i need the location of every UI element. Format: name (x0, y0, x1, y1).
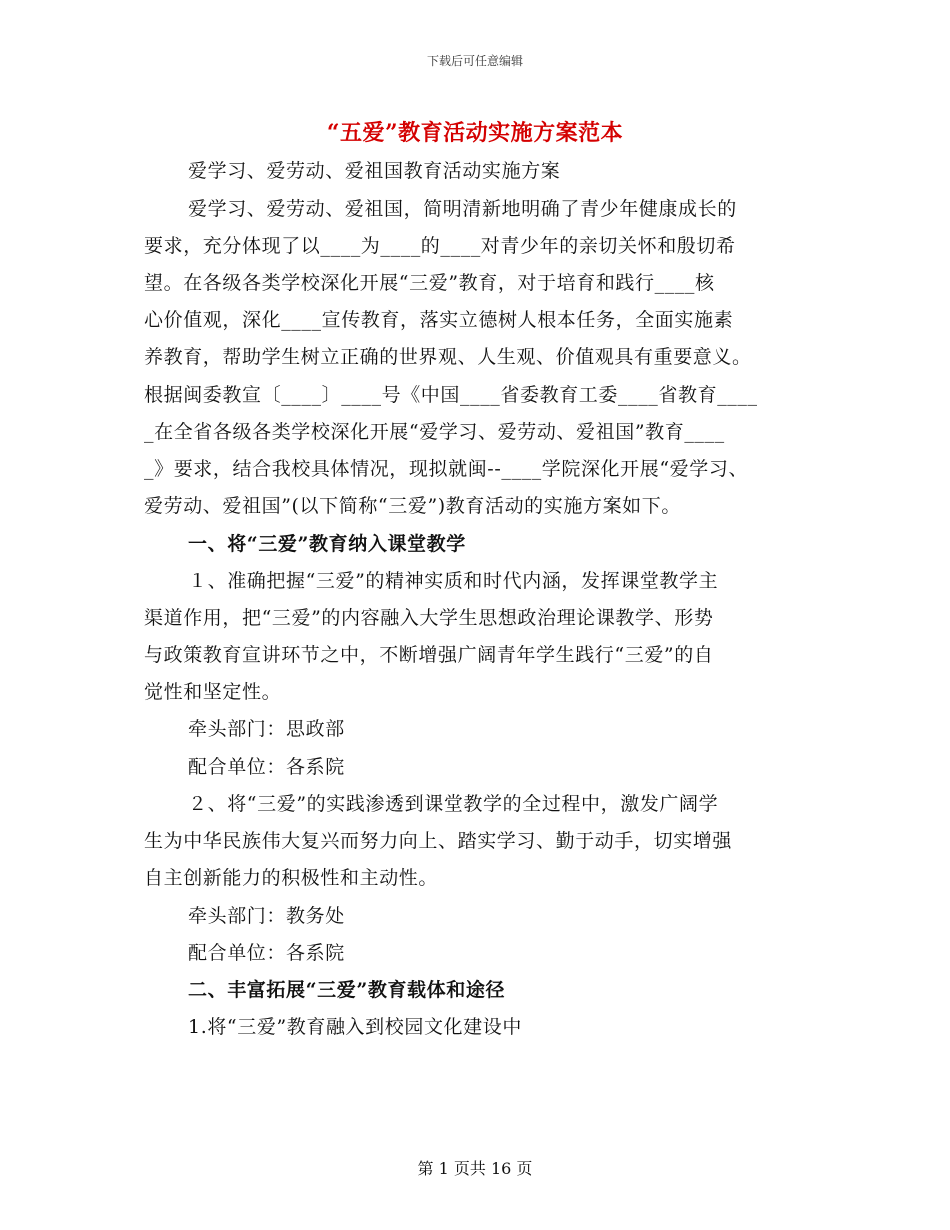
paragraph-line: 与政策教育宣讲环节之中，不断增强广阔青年学生践行“三爱”的自 (144, 644, 714, 666)
page-footer: 第 1 页共 16 页 (417, 1159, 533, 1178)
paragraph-line: 心价值观，深化____宣传教育，落实立德树人根本任务，全面实施素 (144, 309, 734, 331)
lead-department: 牵头部门：教务处 (188, 905, 345, 927)
paragraph-line: 渠道作用，把“三爱”的内容融入大学生思想政治理论课教学、形势 (144, 607, 714, 629)
lead-department: 牵头部门：思政部 (188, 718, 345, 740)
paragraph-line: 养教育，帮助学生树立正确的世界观、人生观、价值观具有重要意义。 (144, 346, 752, 368)
section-heading-1: 一、将“三爱”教育纳入课堂教学 (188, 533, 466, 555)
paragraph-line: ２、将“三爱”的实践渗透到课堂教学的全过程中，激发广阔学 (188, 793, 719, 815)
paragraph-line: 根据闽委教宣〔____〕____号《中国____省委教育工委____省教育____ (144, 384, 758, 406)
paragraph-line: _在全省各级各类学校深化开展“爱学习、爱劳动、爱祖国”教育____ (144, 421, 725, 443)
paragraph-line: _》要求，结合我校具体情况，现拟就闽--____学院深化开展“爱学习、 (144, 458, 749, 480)
subsection-heading: 1.将“三爱”教育融入到校园文化建设中 (188, 1016, 522, 1038)
section-heading-2: 二、丰富拓展“三爱”教育载体和途径 (188, 979, 506, 1001)
paragraph-line: 要求，充分体现了以____为____的____对青少年的亲切关怀和殷切希 (144, 235, 736, 257)
document-title: “五爱”教育活动实施方案范本 (326, 120, 624, 146)
cooperating-unit: 配合单位：各系院 (188, 942, 345, 964)
paragraph-line: 自主创新能力的积极性和主动性。 (144, 867, 439, 889)
cooperating-unit: 配合单位：各系院 (188, 756, 345, 778)
paragraph-line: 觉性和坚定性。 (144, 681, 282, 703)
paragraph-line: 爱学习、爱劳动、爱祖国，简明清新地明确了青少年健康成长的 (188, 198, 737, 220)
subtitle-line: 爱学习、爱劳动、爱祖国教育活动实施方案 (188, 160, 561, 182)
paragraph-line: 爱劳动、爱祖国”(以下简称“三爱”)教育活动的实施方案如下。 (144, 495, 681, 517)
paragraph-line: 望。在各级各类学校深化开展“三爱”教育，对于培育和践行____核 (144, 272, 715, 294)
header-note: 下载后可任意编辑 (426, 54, 523, 68)
paragraph-line: 生为中华民族伟大复兴而努力向上、踏实学习、勤于动手，切实增强 (144, 830, 733, 852)
paragraph-line: １、准确把握“三爱”的精神实质和时代内涵，发挥课堂教学主 (188, 570, 719, 592)
